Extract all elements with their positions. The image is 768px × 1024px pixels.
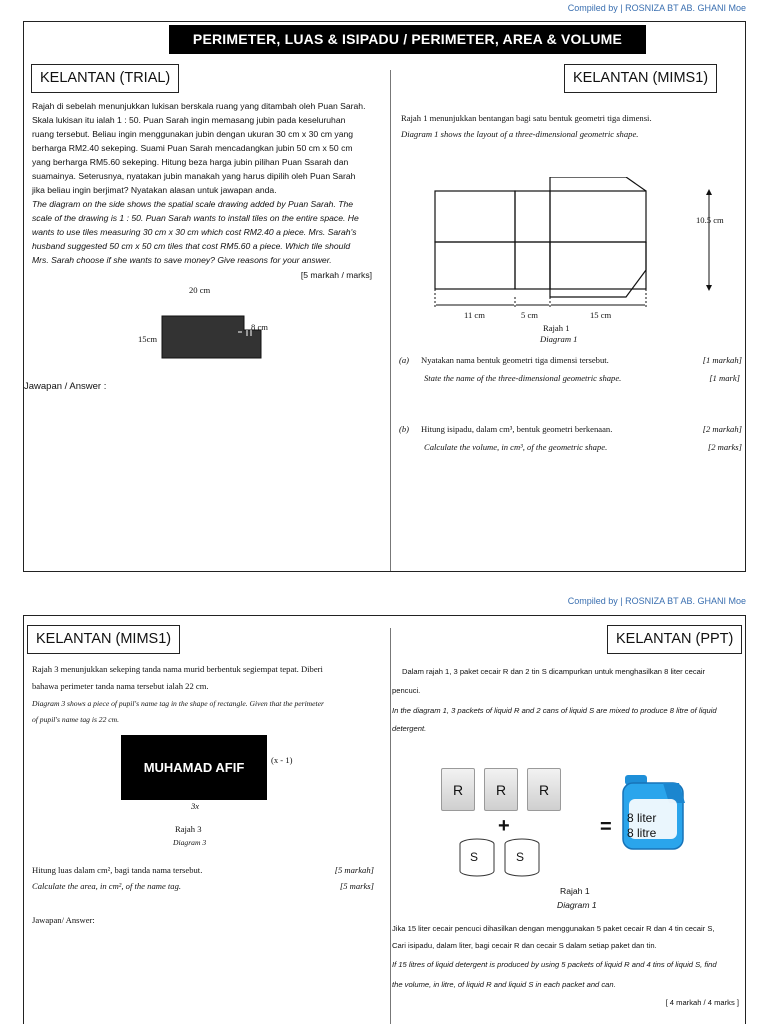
diagram-caption-english: Diagram 3 <box>173 838 207 847</box>
liquid-r-packet: R <box>484 768 518 811</box>
dim-label-left: 15cm <box>138 334 158 344</box>
liquid-r-packet: R <box>441 768 475 811</box>
section-label-kelantan-mims1: KELANTAN (MIMS1) <box>27 625 180 654</box>
dim-label-top: 20 cm <box>189 285 211 295</box>
question-malay-line-1: Dalam rajah 1, 3 paket cecair R dan 2 tin S dicampurkan untuk menghasilkan 8 liter cecair <box>402 667 706 676</box>
bottle-label-liter: 8 liter <box>627 811 657 825</box>
question-b-malay: Hitung isipadu, dalam cm³, bentuk geometri berkenaan. <box>421 424 613 434</box>
plus-sign: + <box>498 815 510 837</box>
question-a-marks-malay: [1 markah] <box>702 355 742 365</box>
marks-label: [5 markah / marks] <box>300 270 372 280</box>
liquid-s-can-label: S <box>516 850 525 864</box>
question-a-english: State the name of the three-dimensional geometric shape. <box>424 373 622 383</box>
liquid-s-can-label: S <box>470 850 479 864</box>
question-english-line-2: the volume, in litre, of liquid R and liquid S in each packet and can. <box>392 980 616 989</box>
dim-label-15cm: 15 cm <box>590 310 612 320</box>
dim-label-5cm: 5 cm <box>521 310 538 320</box>
diagram-caption-english: Diagram 1 <box>557 900 597 910</box>
page-title: PERIMETER, LUAS & ISIPADU / PERIMETER, AREA & VOLUME <box>169 25 646 54</box>
diagram-caption-english: Diagram 1 <box>540 334 578 344</box>
dim-label-height: 10.5 cm <box>696 215 724 225</box>
question-malay-text: Rajah 1 menunjukkan bentangan bagi satu bentuk geometri tiga dimensi. <box>401 113 652 123</box>
question-malay-line-1: Rajah 3 menunjukkan sekeping tanda nama murid berbentuk segiempat tepat. Diberi <box>32 664 323 674</box>
question-malay-line-1: Jika 15 liter cecair pencuci dihasilkan dengan menggunakan 5 paket cecair R dan 4 tin cecair S, <box>392 924 715 933</box>
question-b-english: Calculate the volume, in cm³, of the geometric shape. <box>424 442 608 452</box>
column-divider <box>390 70 391 571</box>
column-divider <box>390 628 391 1024</box>
dim-label-11cm: 11 cm <box>464 310 485 320</box>
liquid-r-packet: R <box>527 768 561 811</box>
question-marks-malay: [5 markah] <box>334 865 374 875</box>
question-b-label: (b) <box>399 424 410 434</box>
worksheet-page-2 <box>23 615 746 1024</box>
question-malay-line-2: bahawa perimeter tanda nama tersebut ialah 22 cm. <box>32 681 209 691</box>
question-malay-line-2: pencuci. <box>392 686 421 695</box>
geometric-net-diagram <box>424 177 724 317</box>
question-english-line-1: In the diagram 1, 3 packets of liquid R and 2 cans of liquid S are mixed to produce 8 litre of liquid <box>392 706 717 715</box>
section-label-kelantan-trial: KELANTAN (TRIAL) <box>31 64 179 93</box>
section-label-kelantan-mims1: KELANTAN (MIMS1) <box>564 64 717 93</box>
compiled-by-credit: Compiled by | ROSNIZA BT AB. GHANI Moe <box>567 3 746 13</box>
answer-label: Jawapan / Answer : <box>24 381 107 392</box>
marks-label: [ 4 markah / 4 marks ] <box>665 998 739 1007</box>
question-malay-line-2: Cari isipadu, dalam liter, bagi cecair R dan cecair S dalam setiap paket dan tin. <box>392 941 657 950</box>
diagram-caption-malay: Rajah 1 <box>560 886 590 896</box>
question-b-marks-english: [2 marks] <box>707 442 742 452</box>
answer-label: Jawapan/ Answer: <box>32 915 95 925</box>
question-a-marks-english: [1 mark] <box>709 373 740 383</box>
name-tag-rectangle: MUHAMAD AFIF <box>121 735 267 800</box>
question-malay: Hitung luas dalam cm², bagi tanda nama tersebut. <box>32 865 203 875</box>
compiled-by-credit: Compiled by | ROSNIZA BT AB. GHANI Moe <box>567 596 746 606</box>
question-a-label: (a) <box>399 355 410 365</box>
question-english: Calculate the area, in cm², of the name tag. <box>32 881 182 891</box>
question-english-text: Diagram 1 shows the layout of a three-dimensional geometric shape. <box>401 129 639 139</box>
diagram-caption-malay: Rajah 3 <box>175 824 202 834</box>
question-b-marks-malay: [2 markah] <box>702 424 742 434</box>
question-english-line-1: Diagram 3 shows a piece of pupil's name tag in the shape of rectangle. Given that the perimeter <box>32 699 324 708</box>
question-a-malay: Nyatakan nama bentuk geometri tiga dimensi tersebut. <box>421 355 609 365</box>
question-english-line-2: detergent. <box>392 724 427 733</box>
question-marks-english: [5 marks] <box>339 881 374 891</box>
dim-label-right: 8 cm <box>251 322 268 332</box>
name-tag-side-label: (x - 1) <box>271 755 293 765</box>
scale-drawing-shape <box>154 302 274 362</box>
section-label-kelantan-ppt: KELANTAN (PPT) <box>607 625 742 654</box>
worksheet-page-1: PERIMETER, LUAS & ISIPADU / PERIMETER, AREA & VOLUME KELANTAN (TRIAL) Rajah di sebelah menunjukkan lukisan berskala ruang yang ditambah oleh Puan Sarah. Skala lukisan itu ialah 1 : 50. Puan Sarah ingin memasang jubin pada keseluruhan ruang tersebut. Beliau ingin menggunakan jubin dengan ukuran 30 cm x 30 cm yang berharga RM2.40 sekeping. Suami Puan Sarah mencadangkan jubin 50 cm x 50 cm yang berharga RM5.60 sekeping. Hitung beza harga jubin pilihan Puan Ssarah dan suamainya. Seterusnya, nyatakan jubin manakah yang harus dipilih oleh Puan Sarah jika beliau ingin berjimat? Nyatakan alasan untuk jawapan anda. The diagram on the side shows the spatial scale drawing added by Puan Sarah. The scale of the drawing is 1 : 50. Puan Sarah wants to install tiles on the entire space. He wants to use tiles measuring 30 cm x 30 cm which cost RM2.40 a piece. Mrs. Sarah's husband suggested 50 cm x 50 cm tiles that cost RM5.60 a piece. Which tile should Mrs. Sarah choose if she wants to save money? Give reasons for your answer. [5 markah / marks] 20 cm 8 cm 15cm Jawapan / Answer : KELANTAN (MIMS1) Rajah 1 menunjukkan bentangan bagi satu bentuk geometri tiga dimensi. Diagram 1 shows the layout of a three-dimensional geometric shape. 10.5 cm 11 cm 5 cm 15 cm Rajah 1 Diagram 1 (a) Nyatakan nama bentuk geometri tiga dimensi tersebut. [1 markah] State the name of the three-dimensional geometric shape. [1 mark] (b) Hitung isipadu, dalam cm³, bentuk geometri berkenaan. [2 markah] Calculate the volume, in cm³, of the geometric shape. [2 marks] <box>23 21 746 572</box>
name-tag-bottom-label: 3x <box>191 801 200 811</box>
bottle-label-litre: 8 litre <box>627 826 657 840</box>
equals-sign: = <box>600 816 612 838</box>
question-english-line-2: of pupil's name tag is 22 cm. <box>32 715 120 724</box>
diagram-caption-malay: Rajah 1 <box>543 323 570 333</box>
question-english-line-1: If 15 litres of liquid detergent is produced by using 5 packets of liquid R and 4 tins of liquid S, find <box>392 960 717 969</box>
